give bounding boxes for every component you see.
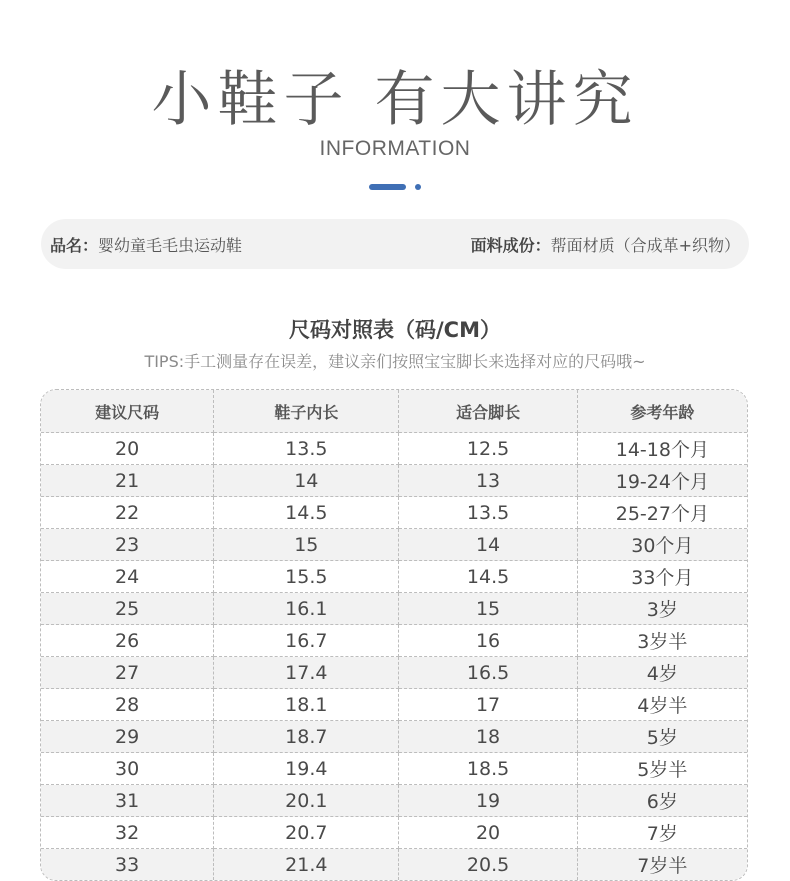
table-cell: 12.5 — [399, 433, 577, 465]
table-row — [41, 593, 747, 625]
table-row — [41, 625, 747, 657]
column-header: 鞋子内长 — [214, 390, 399, 433]
table-cell: 23 — [41, 529, 214, 561]
product-name — [50, 233, 242, 256]
product-material — [471, 233, 740, 256]
table-cell: 13 — [399, 465, 577, 497]
table-cell: 4岁 — [578, 657, 747, 689]
table-cell: 33个月 — [578, 561, 747, 593]
table-cell: 13.5 — [399, 497, 577, 529]
table-cell: 33 — [41, 849, 214, 880]
table-row — [41, 785, 747, 817]
page-title: 小鞋子 有大讲究 — [151, 65, 639, 135]
table-cell: 3岁 — [578, 593, 747, 625]
size-chart-tips: TIPS:手工测量存在误差，建议亲们按照宝宝脚长来选择对应的尺码哦~ — [144, 352, 646, 371]
table-row — [41, 721, 747, 753]
table-cell: 17.4 — [214, 657, 399, 689]
table-row — [41, 753, 747, 785]
size-chart-title: 尺码对照表（码/CM） — [289, 318, 501, 342]
table-cell: 25 — [41, 593, 214, 625]
table-cell: 18.7 — [214, 721, 399, 753]
product-material-label: 面料成份： — [470, 236, 551, 255]
table-cell: 18.1 — [214, 689, 399, 721]
column-header: 参考年龄 — [578, 390, 747, 433]
table-cell: 3岁半 — [578, 625, 747, 657]
table-row — [41, 465, 747, 497]
table-cell: 17 — [399, 689, 577, 721]
product-material-value: 帮面材质（合成革+织物） — [550, 236, 740, 255]
table-cell: 16 — [399, 625, 577, 657]
table-cell: 18.5 — [399, 753, 577, 785]
table-cell: 21 — [41, 465, 214, 497]
table-cell: 30个月 — [578, 529, 747, 561]
table-cell: 14 — [214, 465, 399, 497]
table-row — [41, 529, 747, 561]
table-cell: 27 — [41, 657, 214, 689]
table-cell: 26 — [41, 625, 214, 657]
table-cell: 18 — [399, 721, 577, 753]
table-cell: 14 — [399, 529, 577, 561]
table-cell: 20 — [399, 817, 577, 849]
table-cell: 16.1 — [214, 593, 399, 625]
table-cell: 15 — [214, 529, 399, 561]
page-subtitle: INFORMATION — [319, 137, 471, 160]
table-row — [41, 689, 747, 721]
table-cell: 7岁半 — [578, 849, 747, 880]
table-cell: 32 — [41, 817, 214, 849]
table-cell: 29 — [41, 721, 214, 753]
table-cell: 16.7 — [214, 625, 399, 657]
table-cell: 15 — [399, 593, 577, 625]
table-cell: 4岁半 — [578, 689, 747, 721]
table-cell: 22 — [41, 497, 214, 529]
table-row — [41, 433, 747, 465]
table-cell: 20 — [41, 433, 214, 465]
table-header-row — [41, 390, 747, 433]
table-cell: 21.4 — [214, 849, 399, 880]
product-name-value: 婴幼童毛毛虫运动鞋 — [98, 236, 243, 255]
table-row — [41, 657, 747, 689]
table-cell: 7岁 — [578, 817, 747, 849]
table-row — [41, 817, 747, 849]
table-body — [41, 433, 747, 880]
table-row — [41, 849, 747, 880]
product-name-label: 品名： — [50, 236, 99, 255]
table-cell: 30 — [41, 753, 214, 785]
table-cell: 19.4 — [214, 753, 399, 785]
product-info-bar — [41, 219, 749, 269]
table-cell: 13.5 — [214, 433, 399, 465]
table-row — [41, 561, 747, 593]
table-cell: 19 — [399, 785, 577, 817]
table-cell: 19-24个月 — [578, 465, 747, 497]
column-header: 建议尺码 — [41, 390, 214, 433]
table-cell: 15.5 — [214, 561, 399, 593]
table-cell: 6岁 — [578, 785, 747, 817]
table-cell: 14.5 — [214, 497, 399, 529]
accent-dot — [415, 184, 421, 190]
table-cell: 25-27个月 — [578, 497, 747, 529]
table-cell: 5岁 — [578, 721, 747, 753]
table-row — [41, 497, 747, 529]
accent-bar — [369, 184, 406, 190]
column-header: 适合脚长 — [399, 390, 577, 433]
table-cell: 20.5 — [399, 849, 577, 880]
table-cell: 20.7 — [214, 817, 399, 849]
table-cell: 28 — [41, 689, 214, 721]
table-cell: 24 — [41, 561, 214, 593]
table-cell: 16.5 — [399, 657, 577, 689]
size-chart-table — [40, 389, 748, 881]
table-cell: 31 — [41, 785, 214, 817]
table-cell: 14.5 — [399, 561, 577, 593]
table-cell: 14-18个月 — [578, 433, 747, 465]
table-cell: 20.1 — [214, 785, 399, 817]
table-cell: 5岁半 — [578, 753, 747, 785]
